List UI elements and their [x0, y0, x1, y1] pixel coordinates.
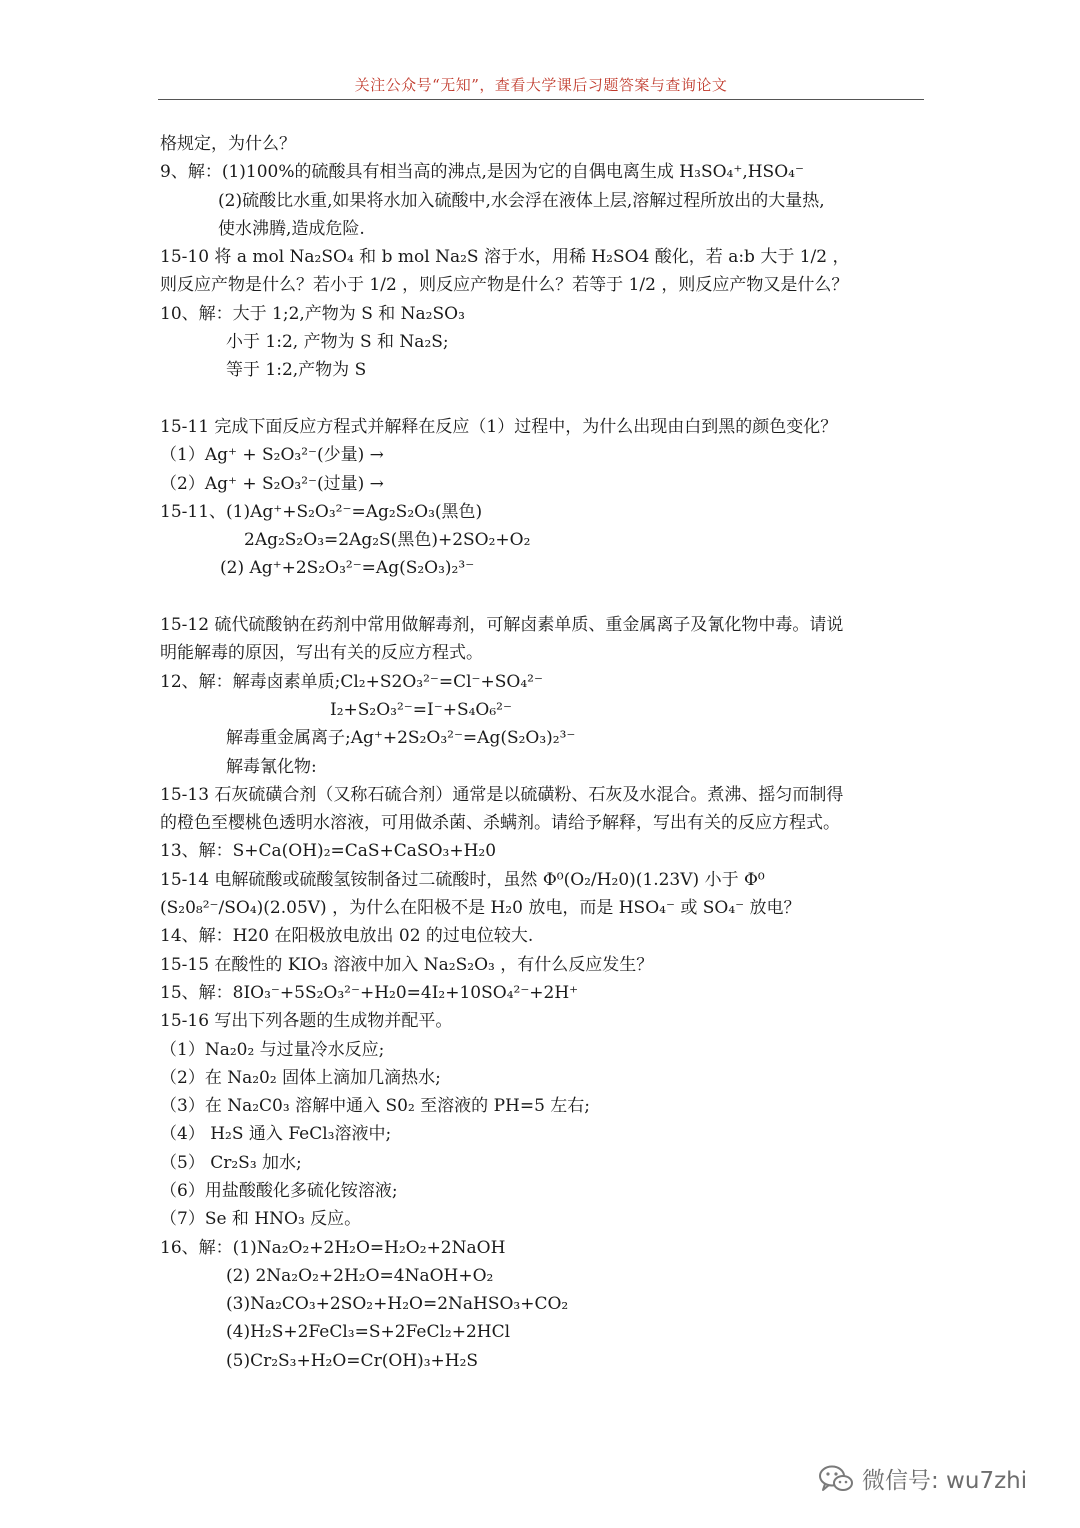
- equation-line: 2Ag₂S₂O₃=2Ag₂S(黑色)+2SO₂+O₂: [244, 530, 531, 551]
- equation-line: (2) Ag⁺+2S₂O₃²⁻=Ag(S₂O₃)₂³⁻: [220, 558, 475, 579]
- text-line: 明能解毒的原因，写出有关的反应方程式。: [160, 643, 483, 664]
- equation-line: (5)Cr₂S₃+H₂O=Cr(OH)₃+H₂S: [226, 1350, 479, 1371]
- equation-line: (3)Na₂CO₃+2SO₂+H₂O=2NaHSO₃+CO₂: [226, 1294, 569, 1315]
- answer-10: 10、解：大于 1;2,产物为 S 和 Na₂SO₃: [160, 303, 465, 324]
- answer-15-11: 15-11、(1)Ag⁺+S₂O₃²⁻=Ag₂S₂O₃(黑色): [160, 501, 483, 522]
- list-item: （1）Na₂0₂ 与过量冷水反应;: [160, 1039, 385, 1060]
- text-line: (2)硫酸比水重,如果将水加入硫酸中,水会浮在液体上层,溶解过程所放出的大量热,: [218, 190, 825, 211]
- text-line: 使水沸腾,造成危险.: [218, 218, 365, 239]
- spacer: [160, 583, 925, 611]
- list-item: （5） Cr₂S₃ 加水;: [160, 1152, 302, 1173]
- text-line: 等于 1:2,产物为 S: [226, 360, 367, 381]
- document-body: [160, 130, 925, 1375]
- list-item: （4） H₂S 通入 FeCl₃溶液中;: [160, 1124, 392, 1145]
- answer-12: 12、解：解毒卤素单质;Cl₂+S2O₃²⁻=Cl⁻+SO₄²⁻: [160, 671, 543, 692]
- list-item: （7）Se 和 HNO₃ 反应。: [160, 1209, 362, 1230]
- text-line: 解毒重金属离子;Ag⁺+2S₂O₃²⁻=Ag(S₂O₃)₂³⁻: [226, 728, 576, 749]
- question-15-15: 15-15 在酸性的 KIO₃ 溶液中加入 Na₂S₂O₃ ，有什么反应发生？: [160, 954, 654, 975]
- text-line: (S₂0₈²⁻/SO₄)(2.05V) ，为什么在阳极不是 H₂0 放电，而是 HSO₄⁻ 或 SO₄⁻ 放电？: [160, 898, 801, 919]
- answer-16: 16、解：(1)Na₂O₂+2H₂O=H₂O₂+2NaOH: [160, 1237, 506, 1258]
- answer-9: 9、解：(1)100%的硫酸具有相当高的沸点,是因为它的自偶电离生成 H₃SO₄⁺,HSO₄⁻: [160, 162, 804, 183]
- list-item: （2）在 Na₂0₂ 固体上滴加几滴热水;: [160, 1067, 441, 1088]
- question-15-11: 15-11 完成下面反应方程式并解释在反应（1）过程中，为什么出现由白到黑的颜色变化？: [160, 416, 838, 437]
- text-line: 的橙色至樱桃色透明水溶液，可用做杀菌、杀螨剂。请给予解释，写出有关的反应方程式。: [160, 813, 840, 834]
- list-item: （6）用盐酸酸化多硫化铵溶液;: [160, 1180, 398, 1201]
- equation-line: I₂+S₂O₃²⁻=I⁻+S₄O₆²⁻: [330, 699, 512, 720]
- question-15-12: 15-12 硫代硫酸钠在药剂中常用做解毒剂，可解卤素单质、重金属离子及氰化物中毒。请说: [160, 615, 844, 636]
- text-line: （1）Ag⁺ + S₂O₃²⁻(少量) →: [160, 445, 384, 466]
- wechat-watermark: [818, 1462, 1027, 1495]
- text-line: 格规定，为什么？: [160, 134, 296, 154]
- page-header: 关注公众号“无知”，查看大学课后习题答案与查询论文: [354, 76, 728, 94]
- list-item: （3）在 Na₂C0₃ 溶解中通入 S0₂ 至溶液的 PH=5 左右;: [160, 1096, 591, 1117]
- question-15-10: 15-10 将 a mol Na₂SO₄ 和 b mol Na₂S 溶于水，用稀 H₂SO4 酸化，若 a:b 大于 1/2 ，: [160, 247, 850, 268]
- text-line: （2）Ag⁺ + S₂O₃²⁻(过量) →: [160, 473, 384, 494]
- question-15-16: 15-16 写出下列各题的生成物并配平。: [160, 1011, 453, 1032]
- text-line: 小于 1:2, 产物为 S 和 Na₂S;: [226, 332, 449, 353]
- spacer: [160, 385, 925, 413]
- header-divider: [158, 99, 924, 100]
- question-15-13: 15-13 石灰硫磺合剂（又称石硫合剂）通常是以硫磺粉、石灰及水混合。煮沸、摇匀而制得: [160, 784, 844, 805]
- question-15-14: 15-14 电解硫酸或硫酸氢铵制备过二硫酸时，虽然 Φ⁰(O₂/H₂0)(1.23V) 小于 Φ⁰: [160, 869, 765, 890]
- wechat-icon: [818, 1464, 854, 1494]
- equation-line: (2) 2Na₂O₂+2H₂O=4NaOH+O₂: [226, 1265, 494, 1286]
- text-line: 则反应产物是什么？若小于 1/2 ，则反应产物是什么？若等于 1/2 ，则反应产物又是什么？: [160, 275, 849, 296]
- text-line: 解毒氰化物:: [226, 756, 317, 777]
- answer-13: 13、解：S+Ca(OH)₂=CaS+CaSO₃+H₂0: [160, 841, 497, 862]
- answer-14: 14、解：H20 在阳极放电放出 02 的过电位较大.: [160, 926, 534, 947]
- answer-15: 15、解：8IO₃⁻+5S₂O₃²⁻+H₂0=4I₂+10SO₄²⁻+2H⁺: [160, 982, 579, 1003]
- equation-line: (4)H₂S+2FeCl₃=S+2FeCl₂+2HCl: [226, 1322, 511, 1343]
- watermark-text: 微信号: wu7zhi: [862, 1468, 1028, 1494]
